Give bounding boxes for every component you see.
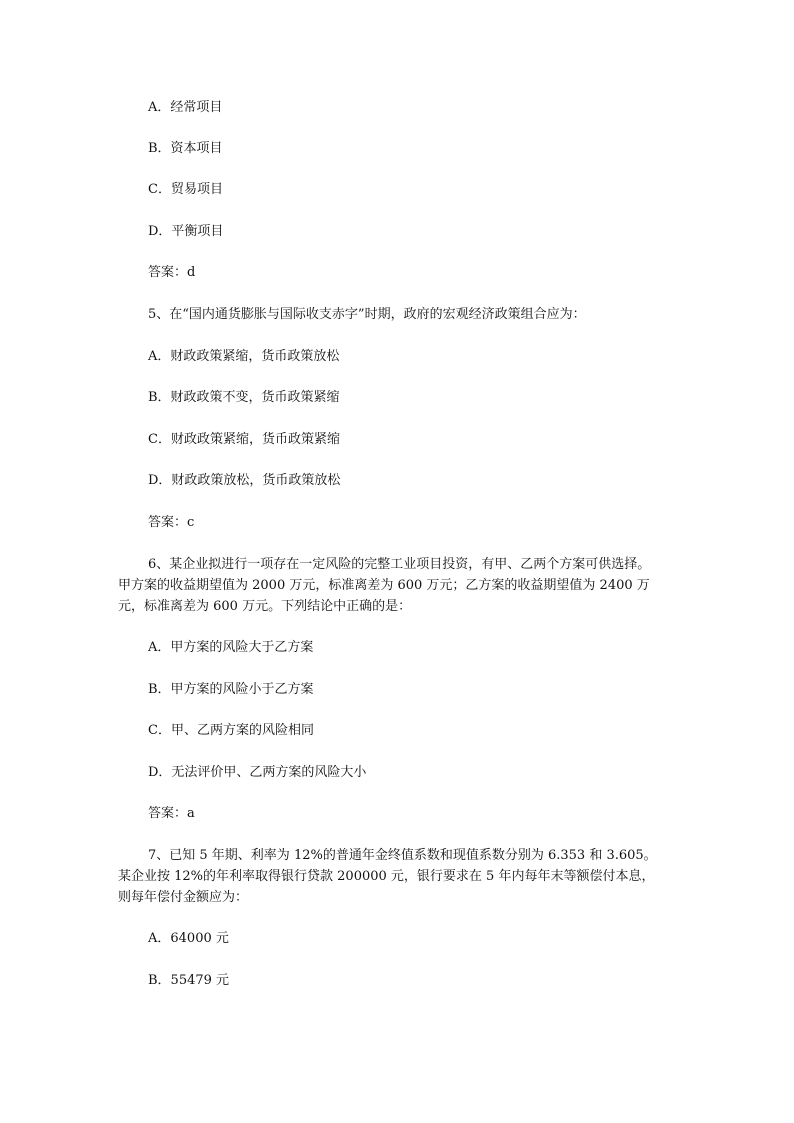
q7-stem-line-1: 7、已知 5 年期、利率为 12%的普通年金终值系数和现值系数分别为 6.353 和 3.605。 — [148, 848, 657, 863]
q5-option-d: D．财政政策放松，货币政策放松 — [148, 473, 341, 488]
q6-option-a: A．甲方案的风险大于乙方案 — [148, 640, 314, 655]
q6-option-d: D．无法评价甲、乙两方案的风险大小 — [148, 765, 367, 780]
q6-stem-line-2: 甲方案的收益期望值为 2000 万元，标准离差为 600 万元；乙方案的收益期望值为 2400 万 — [118, 578, 650, 593]
q7-stem-line-3: 则每年偿付金额应为： — [118, 890, 249, 905]
q5-stem: 5、在“国内通货膨胀与国际收支赤字”时期，政府的宏观经济政策组合应为： — [148, 307, 586, 322]
q6-stem-line-1: 6、某企业拟进行一项存在一定风险的完整工业项目投资，有甲、乙两个方案可供选择。 — [148, 557, 651, 572]
q4-option-a: A．经常项目 — [148, 100, 223, 115]
q5-option-a: A．财政政策紧缩，货币政策放松 — [148, 349, 340, 364]
q6-option-c: C．甲、乙两方案的风险相同 — [148, 723, 314, 738]
q4-option-d: D．平衡项目 — [148, 224, 224, 239]
q7-option-a: A．64000 元 — [148, 931, 229, 946]
q4-answer: 答案：d — [148, 265, 196, 280]
q7-option-b: B．55479 元 — [148, 973, 230, 988]
q7-stem-line-2: 某企业按 12%的年利率取得银行贷款 200000 元，银行要求在 5 年内每年末等额偿付本息， — [118, 869, 655, 884]
q5-option-b: B．财政政策不变，货币政策紧缩 — [148, 390, 340, 405]
q6-option-b: B．甲方案的风险小于乙方案 — [148, 682, 314, 697]
q6-answer: 答案：a — [148, 806, 195, 821]
q6-stem-line-3: 元，标准离差为 600 万元。下列结论中正确的是： — [118, 599, 412, 614]
q4-option-c: C．贸易项目 — [148, 182, 223, 197]
q4-option-b: B．资本项目 — [148, 141, 223, 156]
q5-answer: 答案：c — [148, 515, 195, 530]
q5-option-c: C．财政政策紧缩，货币政策紧缩 — [148, 432, 340, 447]
